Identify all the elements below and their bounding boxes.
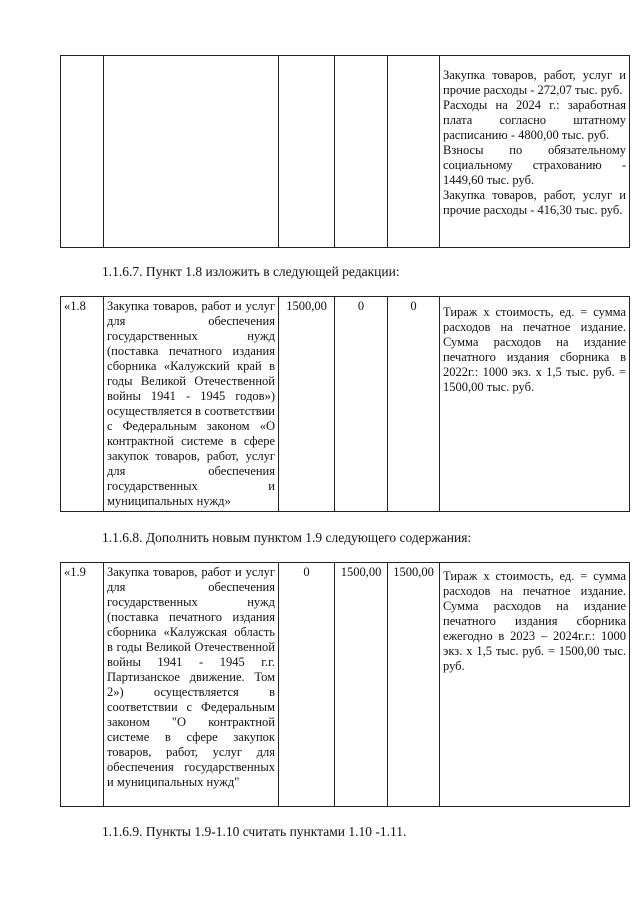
item-number: «1.8 [61, 297, 104, 512]
item-description: Закупка товаров, работ и услуг для обеспечения государственных нужд (поставка печатного издания сборника «Калужский край в годы Великой Отечественной войны 1941 - 1945 годов») осуществляется в соответствии с Федеральным законом «О контрактной системе в сфере закупок товаров, работ, услуг для обеспечения государственных и муниципальных нужд» [104, 297, 279, 512]
cell-value-2023 [335, 56, 388, 248]
value-2022: 1500,00 [279, 297, 335, 512]
item-justification: Тираж x стоимость, ед. = сумма расходов на печатное издание. Сумма расходов на издание печатного издания сборника в 2022г.: 1000 экз. x 1,5 тыс. руб. = 1500,00 тыс. руб. [440, 297, 630, 512]
paragraph-1-1-6-7: 1.1.6.7. Пункт 1.8 изложить в следующей редакции: [102, 264, 400, 279]
value-2023: 0 [335, 297, 388, 512]
table-row [61, 297, 630, 512]
value-2024: 0 [388, 297, 440, 512]
paragraph-1-1-6-8: 1.1.6.8. Дополнить новым пунктом 1.9 следующего содержания: [102, 530, 472, 545]
cell-value-2022 [279, 56, 335, 248]
item-number: «1.9 [61, 563, 104, 807]
item-description: Закупка товаров, работ и услуг для обеспечения государственных нужд (поставка печатного издания сборника «Калужская область в годы Великой Отечественной войны 1941 - 1945 г.г. Партизанское движение. Том 2») осуществляется в соответствии с Федеральным законом "О контрактной системе в сфере закупок товаров, работ, услуг для обеспечения государственных и муниципальных нужд" [104, 563, 279, 807]
note-line: Закупка товаров, работ, услуг и прочие расходы - 272,07 тыс. руб. [443, 68, 626, 97]
table-item-1-8 [60, 296, 630, 512]
cell-justification [440, 56, 630, 248]
table-row [61, 56, 630, 248]
cell-description [104, 56, 279, 248]
continuation-table [60, 55, 630, 248]
cell-value-2024 [388, 56, 440, 248]
note-line: Расходы на 2024 г.: заработная плата согласно штатному расписанию - 4800,00 тыс. руб. [443, 98, 626, 142]
table-item-1-9 [60, 562, 630, 807]
value-2023: 1500,00 [335, 563, 388, 807]
value-2024: 1500,00 [388, 563, 440, 807]
value-2022: 0 [279, 563, 335, 807]
paragraph-1-1-6-9: 1.1.6.9. Пункты 1.9-1.10 считать пунктами 1.10 -1.11. [102, 824, 407, 839]
note-line: Взносы по обязательному социальному страхованию - 1449,60 тыс. руб. [443, 143, 626, 187]
table-row [61, 563, 630, 807]
item-justification: Тираж x стоимость, ед. = сумма расходов на печатное издание. Сумма расходов на издание печатного издания сборника ежегодно в 2023 – 2024г.г.: 1000 экз. x 1,5 тыс. руб. = 1500,00 тыс. руб. [440, 563, 630, 807]
note-line: Закупка товаров, работ, услуг и прочие расходы - 416,30 тыс. руб. [443, 188, 626, 217]
cell-num [61, 56, 104, 248]
